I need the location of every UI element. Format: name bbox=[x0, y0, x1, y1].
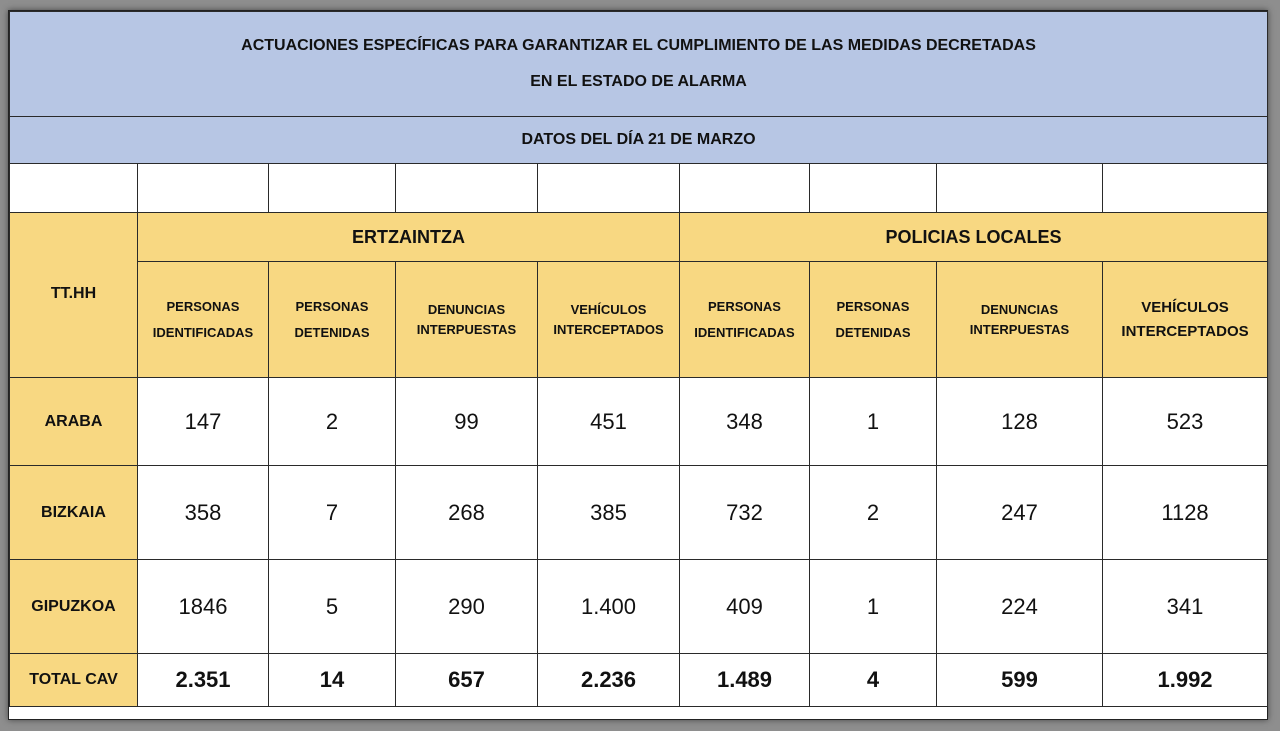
total-cell: 1.489 bbox=[680, 654, 810, 707]
table-row bbox=[10, 560, 1268, 654]
table-cell: 1 bbox=[810, 378, 937, 466]
table-cell: 128 bbox=[937, 378, 1103, 466]
empty-cell bbox=[810, 164, 937, 213]
table-cell: 1128 bbox=[1103, 466, 1268, 560]
report-sheet bbox=[8, 10, 1268, 720]
title-line-2: EN EL ESTADO DE ALARMA bbox=[530, 73, 747, 90]
table-row bbox=[10, 466, 1268, 560]
table-cell: 99 bbox=[396, 378, 538, 466]
table-cell: 1.400 bbox=[538, 560, 680, 654]
table-cell: 2 bbox=[269, 378, 396, 466]
total-cell: 2.236 bbox=[538, 654, 680, 707]
total-cell: 599 bbox=[937, 654, 1103, 707]
total-cell: 4 bbox=[810, 654, 937, 707]
report-date: DATOS DEL DÍA 21 DE MARZO bbox=[10, 117, 1268, 164]
empty-row bbox=[10, 164, 1268, 213]
empty-cell bbox=[396, 164, 538, 213]
empty-cell bbox=[1103, 164, 1268, 213]
table-cell: 247 bbox=[937, 466, 1103, 560]
table-cell: 1846 bbox=[138, 560, 269, 654]
table-cell: 732 bbox=[680, 466, 810, 560]
row-header-label: TT.HH bbox=[10, 213, 138, 378]
table-cell: 7 bbox=[269, 466, 396, 560]
table-cell: 348 bbox=[680, 378, 810, 466]
report-table bbox=[9, 11, 1268, 707]
table-cell: 290 bbox=[396, 560, 538, 654]
total-cell: 1.992 bbox=[1103, 654, 1268, 707]
table-cell: 268 bbox=[396, 466, 538, 560]
group-header-policias-locales: POLICIAS LOCALES bbox=[680, 213, 1268, 262]
row-label-total: TOTAL CAV bbox=[10, 654, 138, 707]
report-title bbox=[10, 12, 1268, 117]
total-cell: 14 bbox=[269, 654, 396, 707]
table-cell: 147 bbox=[138, 378, 269, 466]
table-cell: 523 bbox=[1103, 378, 1268, 466]
empty-cell bbox=[538, 164, 680, 213]
group-header-ertzaintza: ERTZAINTZA bbox=[138, 213, 680, 262]
empty-cell bbox=[138, 164, 269, 213]
table-cell: 341 bbox=[1103, 560, 1268, 654]
empty-cell bbox=[937, 164, 1103, 213]
col-header-personas-identificadas: PERSONAS IDENTIFICADAS bbox=[680, 262, 810, 378]
empty-cell bbox=[680, 164, 810, 213]
row-label-araba: ARABA bbox=[10, 378, 138, 466]
table-cell: 385 bbox=[538, 466, 680, 560]
table-cell: 358 bbox=[138, 466, 269, 560]
title-line-1: ACTUACIONES ESPECÍFICAS PARA GARANTIZAR EL CUMPLIMIENTO DE LAS MEDIDAS DECRETADAS bbox=[241, 37, 1036, 54]
table-cell: 1 bbox=[810, 560, 937, 654]
col-header-personas-identificadas: PERSONAS IDENTIFICADAS bbox=[138, 262, 269, 378]
table-cell: 224 bbox=[937, 560, 1103, 654]
table-cell: 5 bbox=[269, 560, 396, 654]
col-header-personas-detenidas: PERSONAS DETENIDAS bbox=[269, 262, 396, 378]
total-row bbox=[10, 654, 1268, 707]
col-header-denuncias-interpuestas: DENUNCIAS INTERPUESTAS bbox=[396, 262, 538, 378]
col-header-denuncias-interpuestas: DENUNCIAS INTERPUESTAS bbox=[937, 262, 1103, 378]
empty-cell bbox=[269, 164, 396, 213]
table-row bbox=[10, 378, 1268, 466]
total-cell: 2.351 bbox=[138, 654, 269, 707]
table-cell: 409 bbox=[680, 560, 810, 654]
row-label-bizkaia: BIZKAIA bbox=[10, 466, 138, 560]
row-label-gipuzkoa: GIPUZKOA bbox=[10, 560, 138, 654]
table-cell: 451 bbox=[538, 378, 680, 466]
col-header-vehiculos-interceptados: VEHÍCULOS INTERCEPTADOS bbox=[1103, 262, 1268, 378]
col-header-vehiculos-interceptados: VEHÍCULOS INTERCEPTADOS bbox=[538, 262, 680, 378]
total-cell: 657 bbox=[396, 654, 538, 707]
col-header-personas-detenidas: PERSONAS DETENIDAS bbox=[810, 262, 937, 378]
table-cell: 2 bbox=[810, 466, 937, 560]
empty-cell bbox=[10, 164, 138, 213]
